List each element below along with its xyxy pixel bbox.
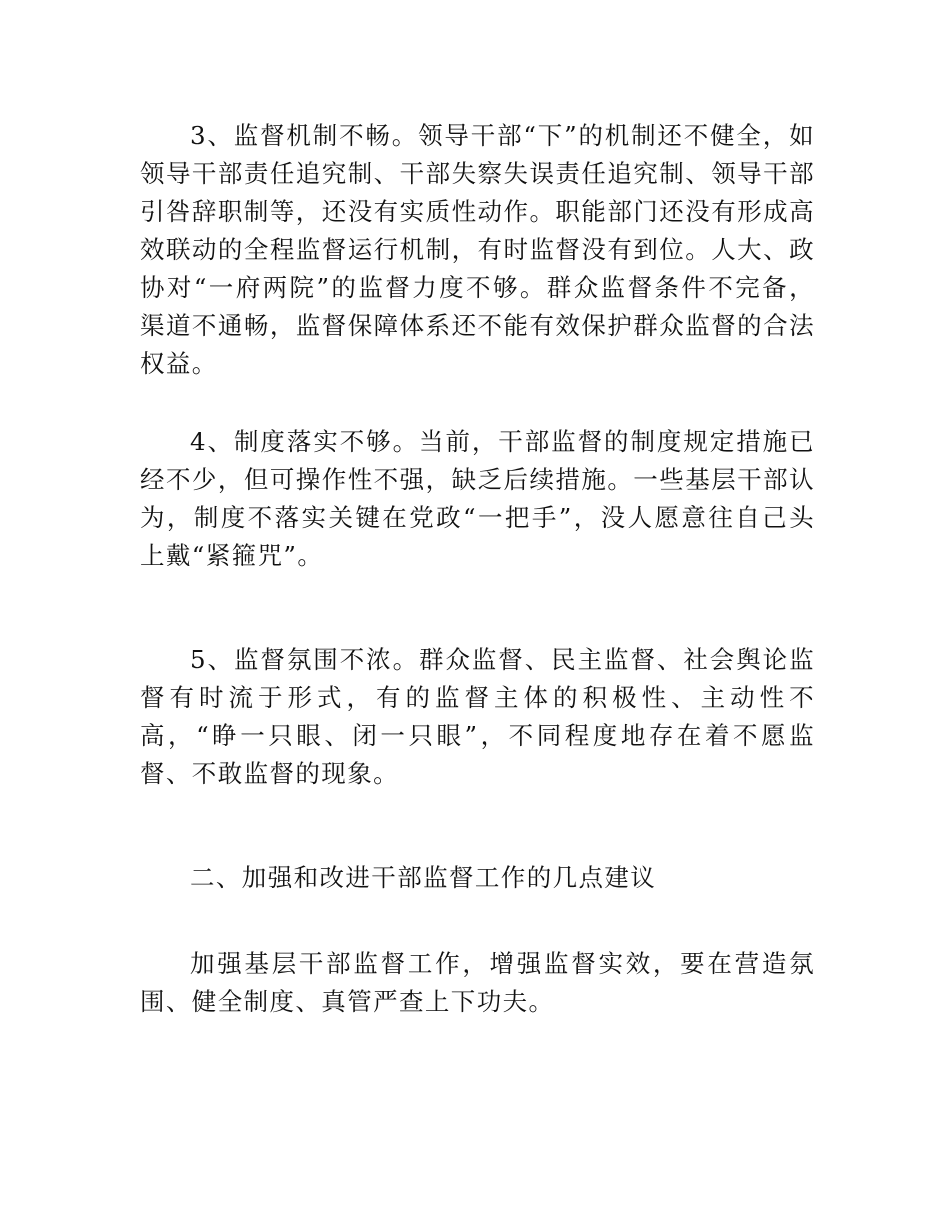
paragraph-supervision-mechanism: 3、监督机制不畅。领导干部“下”的机制还不健全，如领导干部责任追究制、干部失察失误责任追究制、领导干部引咎辞职制等，还没有实质性动作。职能部门还没有形成高效联动的全程监督运行机制，有时监督没有到位。人大、政协对“一府两院”的监督力度不够。群众监督条件不完备，渠道不通畅，监督保障体系还不能有效保护群众监督的合法权益。 (140, 121, 815, 378)
paragraph-system-implementation: 4、制度落实不够。当前，干部监督的制度规定措施已经不少，但可操作性不强，缺乏后续措施。一些基层干部认为，制度不落实关键在党政“一把手”，没人愿意往自己头上戴“紧箍咒”。 (140, 427, 815, 570)
paragraph-suggestions-intro: 加强基层干部监督工作，增强监督实效，要在营造氛围、健全制度、真管严查上下功夫。 (140, 949, 815, 1016)
section-heading-suggestions: 二、加强和改进干部监督工作的几点建议 (190, 863, 657, 892)
paragraph-supervision-atmosphere: 5、监督氛围不浓。群众监督、民主监督、社会舆论监督有时流于形式，有的监督主体的积极性、主动性不高，“睁一只眼、闭一只眼”，不同程度地存在着不愿监督、不敢监督的现象。 (140, 645, 815, 788)
